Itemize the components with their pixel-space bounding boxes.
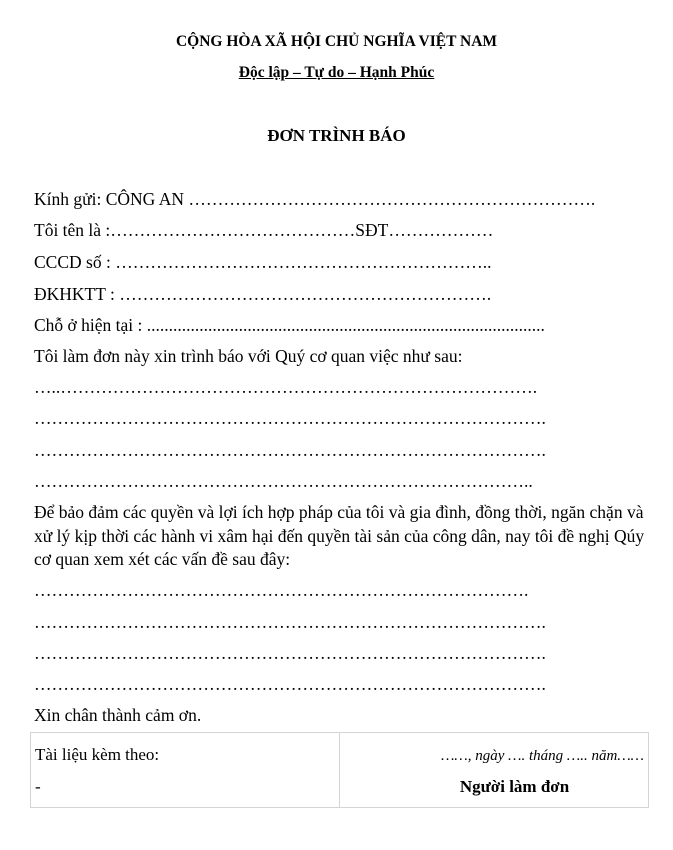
attachments-label: Tài liệu kèm theo: [35, 745, 160, 764]
cccd-line: CCCD số : ……………………………………………………….. [34, 252, 492, 272]
signer-title: Người làm đơn [459, 777, 570, 796]
attachment-signature-table [30, 732, 649, 808]
report-dotted-line: …..………………………………………………………………………. [34, 377, 538, 397]
report-dotted-line: ………………………………………………………………………….. [34, 471, 533, 491]
report-dotted-line: ……………………………………………………………………………. [34, 408, 546, 428]
date-line: ……, ngày …. tháng ….. năm…… [441, 748, 644, 764]
report-dotted-line: ……………………………………………………………………………. [34, 440, 546, 460]
report-intro: Tôi làm đơn này xin trình báo với Quý cơ quan việc như sau: [34, 346, 463, 366]
request-paragraph: Để bảo đảm các quyền và lợi ích hợp pháp của tôi và gia đình, đồng thời, ngăn chặn và xử lý kịp thời các hành vi xâm hại đến quyền tài sản của công dân, nay tôi đề nghị Qúy cơ quan xem xét các vấn đề sau đây: [34, 502, 645, 569]
request-dotted-line: ……………………………………………………………………………. [34, 643, 546, 663]
document-title: ĐƠN TRÌNH BÁO [267, 126, 406, 145]
request-dotted-line: …………………………………………………………………………. [34, 580, 529, 600]
closing-text: Xin chân thành cảm ơn. [34, 705, 202, 725]
national-motto [0, 64, 673, 82]
national-title: CỘNG HÒA XÃ HỘI CHỦ NGHĨA VIỆT NAM [175, 33, 498, 50]
motto-text: Độc lập – Tự do – Hạnh Phúc [238, 64, 435, 81]
recipient-line: Kính gửi: CÔNG AN ……………………………………………………………. [34, 189, 596, 209]
request-dotted-line: ……………………………………………………………………………. [34, 674, 546, 694]
name-phone-line: Tôi tên là :……………………………………SĐT……………… [34, 220, 494, 240]
residence-line: Chỗ ở hiện tại : ........................................................................................... [34, 315, 545, 335]
request-dotted-line: ……………………………………………………………………………. [34, 612, 546, 632]
dkhktt-line: ĐKHKTT : ………………………………………………………. [34, 284, 492, 304]
attachment-item: - [35, 777, 41, 796]
